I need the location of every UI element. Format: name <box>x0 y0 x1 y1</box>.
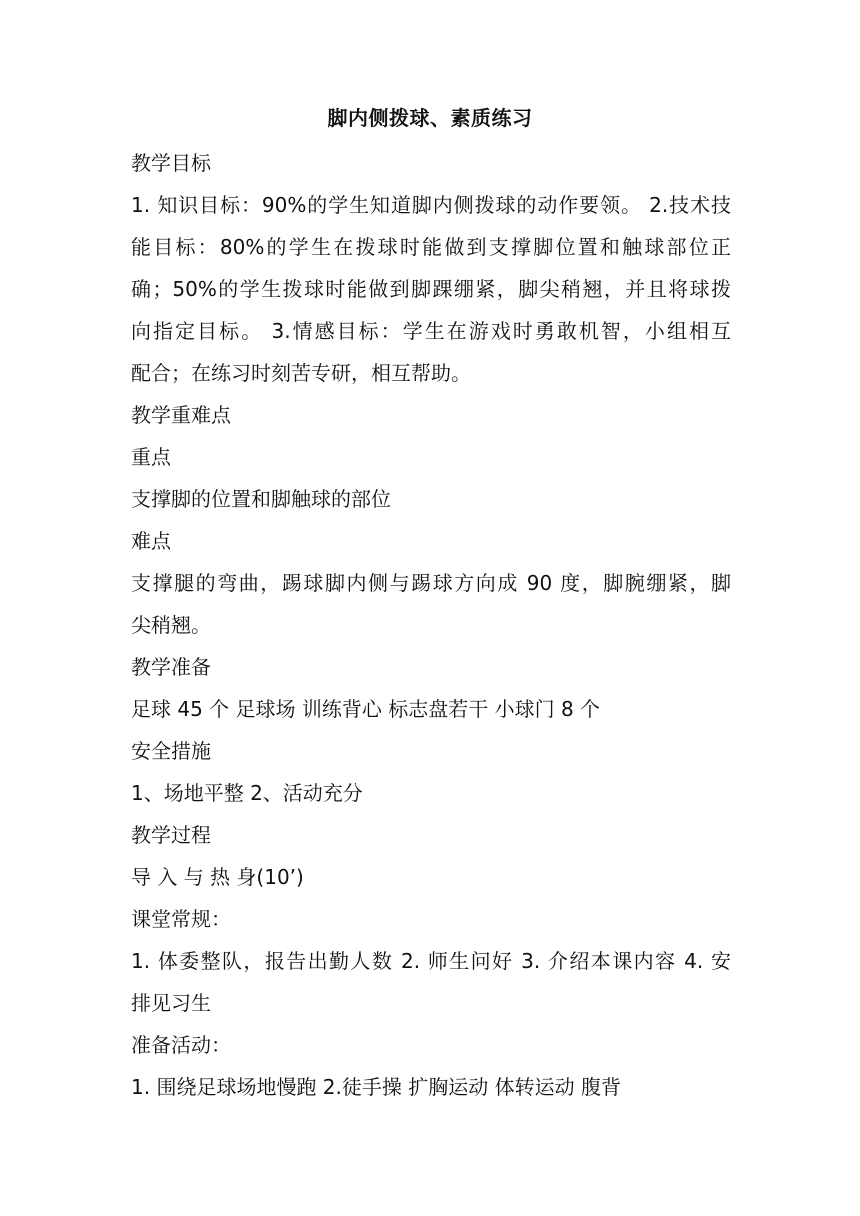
paragraph-line: 1. 围绕足球场地慢跑 2.徒手操 扩胸运动 体转运动 腹背 <box>131 1075 621 1099</box>
paragraph-line: 配合；在练习时刻苦专研，相互帮助。 <box>131 361 471 385</box>
paragraph-line: 1、场地平整 2、活动充分 <box>131 781 363 805</box>
paragraph-line: 确；50%的学生拨球时能做到脚踝绷紧，脚尖稍翘，并且将球拨 <box>131 277 731 301</box>
section-heading-key-difficult-points: 教学重难点 <box>131 403 231 427</box>
document-title: 脚内侧拨球、素质练习 <box>327 106 533 130</box>
subheading-class-routine: 课堂常规： <box>131 907 231 931</box>
subheading-warmup: 导 入 与 热 身(10’) <box>131 865 304 889</box>
section-heading-process: 教学过程 <box>131 823 211 847</box>
paragraph-line: 支撑腿的弯曲，踢球脚内侧与踢球方向成 90 度，脚腕绷紧，脚 <box>131 571 731 595</box>
paragraph-line: 支撑脚的位置和脚触球的部位 <box>131 487 391 511</box>
paragraph-line: 尖稍翘。 <box>131 613 211 637</box>
subheading-difficult-point: 难点 <box>131 529 171 553</box>
subheading-warmup-activities: 准备活动： <box>131 1033 231 1057</box>
subheading-key-point: 重点 <box>131 445 171 469</box>
paragraph-line: 排见习生 <box>131 991 211 1015</box>
paragraph-line: 向指定目标。 3.情感目标：学生在游戏时勇敢机智，小组相互 <box>131 319 731 343</box>
paragraph-line: 1. 知识目标：90%的学生知道脚内侧拨球的动作要领。 2.技术技 <box>131 193 731 217</box>
paragraph-line: 1. 体委整队，报告出勤人数 2. 师生问好 3. 介绍本课内容 4. 安 <box>131 949 731 973</box>
document-body <box>131 142 731 1108</box>
equipment-list: 足球 45 个 足球场 训练背心 标志盘若干 小球门 8 个 <box>131 697 601 721</box>
paragraph-line: 能目标：80%的学生在拨球时能做到支撑脚位置和触球部位正 <box>131 235 731 259</box>
section-heading-safety: 安全措施 <box>131 739 211 763</box>
section-heading-preparation: 教学准备 <box>131 655 211 679</box>
section-heading-teaching-goals: 教学目标 <box>131 151 211 175</box>
